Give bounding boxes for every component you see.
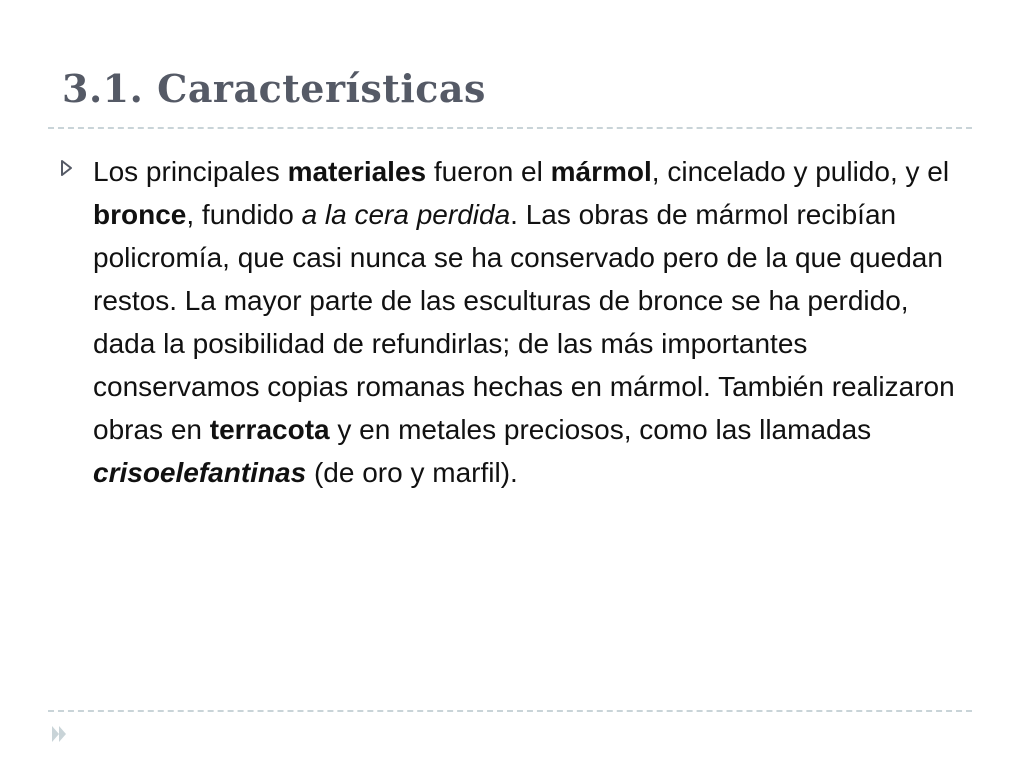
term-materiales: materiales: [287, 156, 427, 187]
bullet-item: [60, 150, 960, 494]
term-bronce: bronce: [93, 199, 187, 230]
text-run: . Las obras de mármol recibían policromía, que casi nunca se ha conservado pero de la que quedan restos. La mayor parte de las esculturas de bronce se ha perdido, dada la posibilidad de refundirlas; de las más importantes conservamos copias romanas hechas en mármol. También realizaron obras en: [93, 199, 955, 445]
term-marmol: mármol: [550, 156, 652, 187]
text-run: Los principales: [93, 156, 288, 187]
term-crisoelefantinas-wrap: [93, 457, 306, 488]
text-run: , fundido: [186, 199, 302, 230]
term-cera-perdida: a la cera perdida: [301, 199, 511, 230]
double-chevron-right-icon: [50, 722, 68, 746]
slide-title: 3.1. Características: [62, 66, 486, 111]
triangle-right-icon: [60, 158, 74, 178]
text-run: (de oro y marfil).: [306, 457, 518, 488]
text-run: fueron el: [426, 156, 551, 187]
title-divider: [48, 127, 972, 129]
text-run: , cincelado y pulido, y el: [651, 156, 950, 187]
term-terracota: terracota: [209, 414, 330, 445]
bullet-paragraph: [93, 150, 960, 494]
term-crisoelefantinas: crisoelefantinas: [93, 457, 307, 488]
footer-divider: [48, 710, 972, 712]
text-run: y en metales preciosos, como las llamadas: [329, 414, 872, 445]
